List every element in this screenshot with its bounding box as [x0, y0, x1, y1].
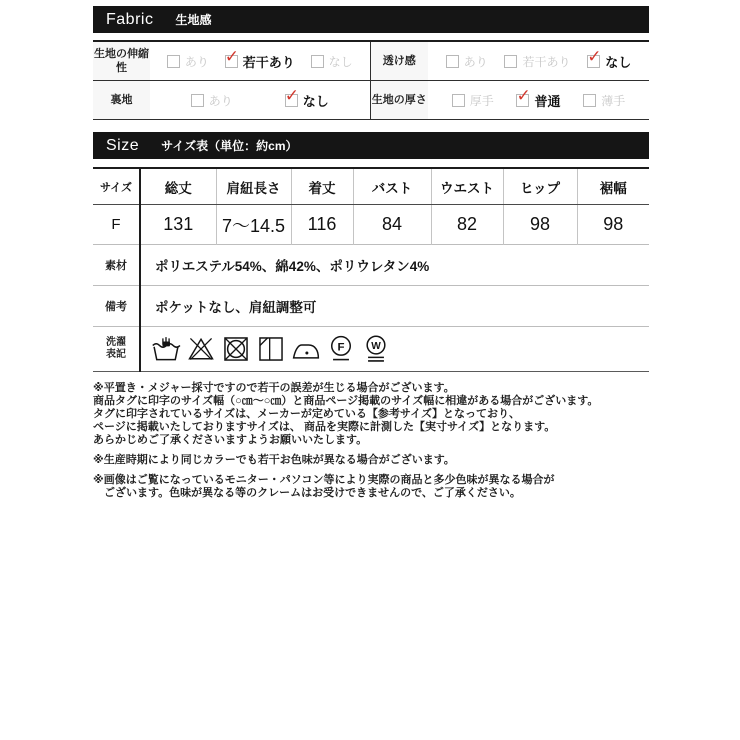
checkbox-option: [587, 52, 631, 71]
checkbox-option: [225, 52, 295, 71]
sheerness-options: [429, 52, 648, 71]
fabric-section-header: [93, 6, 649, 33]
checkbox-option: [311, 53, 353, 70]
material-label: 素材: [93, 245, 140, 286]
hand-wash-icon: [151, 334, 181, 364]
size-table-header-row: [93, 168, 649, 205]
care-label: 洗濯表記: [93, 327, 140, 372]
option-label: なし: [328, 54, 353, 69]
fabric-header-title: Fabric: [106, 10, 154, 28]
disclaimer-notes: [93, 382, 649, 500]
size-table: [93, 167, 649, 372]
fabric-row-lining-thickness: [93, 81, 649, 120]
wet-clean-w-very-gentle-icon: [361, 334, 391, 364]
size-section-header: [93, 132, 649, 159]
checkbox-option: [191, 92, 233, 109]
sheerness-label: 透け感: [370, 41, 428, 81]
column-header: ヒップ: [503, 168, 577, 205]
note-line: ※生産時期により同じカラーでも若干お色味が異なる場合がございます。: [93, 454, 455, 466]
size-name-cell: F: [93, 205, 140, 245]
measurement-cell: 84: [353, 205, 431, 245]
line-dry-in-shade-icon: [256, 334, 286, 364]
measurement-cell: 131: [163, 214, 194, 234]
column-header: ウエスト: [431, 168, 503, 205]
stretch-label: 生地の伸縮性: [93, 41, 150, 81]
option-label: 普通: [534, 93, 561, 109]
checkbox-icon: [583, 94, 596, 107]
remarks-label: 備考: [93, 286, 140, 327]
checkbox-icon: [587, 55, 600, 68]
content: [93, 6, 649, 507]
measurement-cell: 82: [431, 205, 503, 245]
option-label: なし: [302, 93, 329, 109]
column-header: バスト: [353, 168, 431, 205]
checkbox-option: [167, 53, 209, 70]
material-value: ポリエステル54%、綿42%、ポリウレタン4%: [140, 245, 649, 286]
column-header: 肩紐長さ: [216, 168, 291, 205]
checkbox-icon: [167, 55, 180, 68]
measurement-cell: 7～14.5: [216, 205, 291, 245]
remarks-row: [93, 286, 649, 327]
option-label: あり: [208, 93, 233, 108]
option-label: 若干あり: [522, 54, 571, 69]
column-header: 裾幅: [577, 168, 649, 205]
option-label: 若干あり: [242, 54, 295, 70]
dry-clean-f-gentle-icon: [326, 334, 356, 364]
fabric-table: [93, 40, 649, 120]
checkbox-option: [446, 53, 488, 70]
lining-options: [151, 91, 369, 110]
note-line: ※画像はご覧になっているモニター・パソコン等により実際の商品と多少色味が異なる場合が: [93, 474, 555, 486]
remarks-value: ポケットなし、肩紐調整可: [140, 286, 649, 327]
thickness-options: [429, 91, 648, 110]
size-header-title: Size: [106, 136, 140, 154]
checkbox-icon: [191, 94, 204, 107]
checkbox-option: [516, 91, 560, 110]
checkbox-icon: [311, 55, 324, 68]
note-line: ページに掲載いたしておりますサイズは、 商品を実際に計測した【実寸サイズ】となります。: [93, 421, 556, 433]
size-header-subtitle: サイズ表（単位：約cm）: [161, 139, 298, 153]
note-line: ございます。色味が異なる等のクレームはお受けできませんので、ご了承ください。: [93, 487, 521, 499]
checkbox-option: [285, 91, 329, 110]
note-line: タグに印字されているサイズは、メーカーが定めている【参考サイズ】となっており、: [93, 408, 521, 420]
note-line: あらかじめご了承くださいますようお願いいたします。: [93, 434, 368, 446]
svg-text:F: F: [337, 341, 345, 354]
checkbox-icon: [504, 55, 517, 68]
stretch-options: [151, 52, 369, 71]
column-header: 総丈: [140, 168, 216, 205]
svg-text:W: W: [371, 341, 381, 352]
checkbox-option: [583, 92, 625, 109]
column-header: サイズ: [93, 168, 140, 205]
option-label: 厚手: [469, 93, 494, 108]
checkbox-icon: [225, 55, 238, 68]
material-row: [93, 245, 649, 286]
checkbox-option: [452, 92, 494, 109]
lining-label: 裏地: [93, 81, 150, 120]
checkbox-icon: [285, 94, 298, 107]
do-not-tumble-dry-icon: [221, 334, 251, 364]
measurement-cell: 116: [291, 205, 353, 245]
size-table-data-row: [93, 205, 649, 245]
option-label: 薄手: [601, 93, 626, 108]
checkbox-icon: [516, 94, 529, 107]
do-not-bleach-icon: [186, 334, 216, 364]
option-label: あり: [463, 54, 488, 69]
care-row: [93, 327, 649, 372]
laundry-care-icons: [151, 334, 648, 364]
checkbox-icon: [452, 94, 465, 107]
fabric-row-stretch-sheer: [93, 41, 649, 81]
iron-low-icon: [291, 334, 321, 364]
column-header: 着丈: [291, 168, 353, 205]
measurement-cell: 98: [503, 205, 577, 245]
monitor-color-disclaimer: [93, 474, 649, 500]
thickness-label: 生地の厚さ: [370, 81, 428, 120]
option-label: なし: [605, 54, 632, 70]
color-variation-disclaimer: [93, 454, 649, 467]
measurement-cell: 98: [577, 205, 649, 245]
checkbox-icon: [446, 55, 459, 68]
checkbox-option: [504, 53, 570, 70]
measurement-disclaimer: [93, 382, 649, 447]
note-line: 商品タグに印字のサイズ幅（○㎝～○㎝）と商品ページ掲載のサイズ幅に相違がある場合がございます。: [93, 395, 599, 407]
option-label: あり: [184, 54, 209, 69]
fabric-header-subtitle: 生地感: [175, 13, 212, 27]
note-line: ※平置き・メジャー採寸ですので若干の誤差が生じる場合がございます。: [93, 382, 455, 394]
